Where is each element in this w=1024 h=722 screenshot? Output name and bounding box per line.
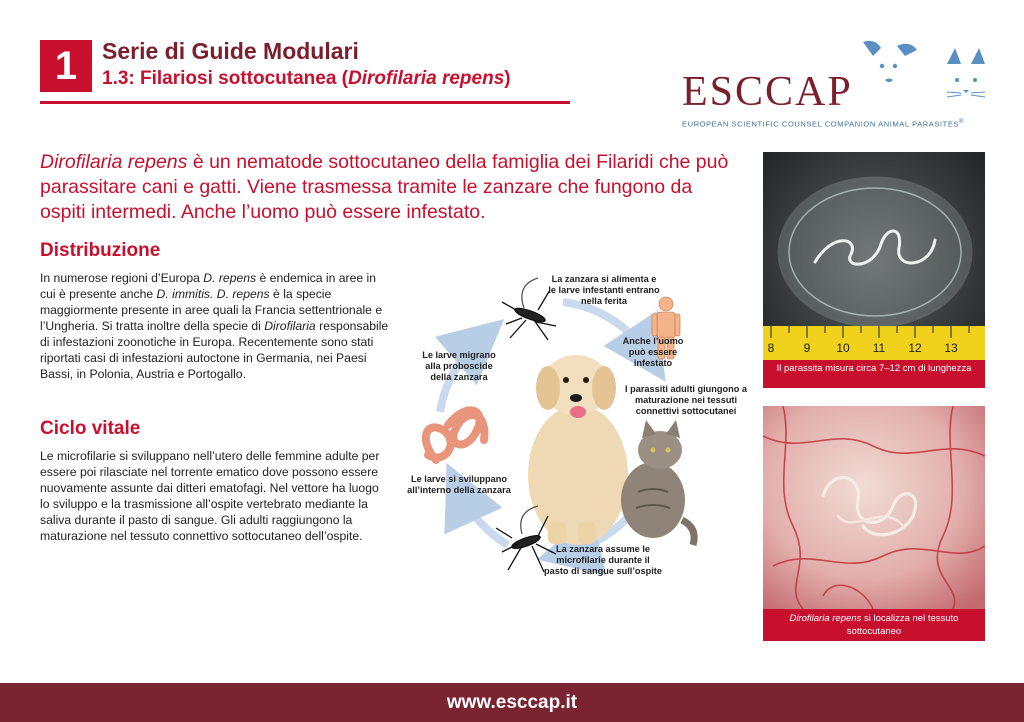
ruler-tick-11: 11: [872, 341, 886, 355]
footer-bar: [0, 683, 1024, 722]
subcutaneous-tissue-photo: [763, 406, 985, 609]
dog-cat-logo-icon: [855, 36, 990, 116]
life-cycle-diagram: [398, 260, 760, 600]
larva-worm-icon: [426, 410, 485, 460]
cycle-arrow-3: [460, 492, 508, 545]
worm-petri-dish-photo: [763, 152, 985, 388]
guide-subtitle: 1.3: Filariosi sottocutanea (Dirofilaria repens): [102, 68, 511, 89]
footer-website-link[interactable]: www.esccap.it: [446, 692, 578, 713]
ruler-tick-10: 10: [836, 341, 850, 355]
header-divider: [40, 101, 570, 104]
photo2-caption: Dirofilaria repens si localizza nel tessuto sottocutaneo: [763, 609, 985, 641]
label-human-infected: Anche l’uomo può essere infestato: [622, 336, 684, 368]
label-mosquito-takes: La zanzara assume le microfilarie durante il pasto di sangue sull’ospite: [544, 544, 662, 576]
cat-photo-illustration: [621, 420, 694, 545]
ciclo-vitale-heading: Ciclo vitale: [40, 418, 141, 439]
label-mosquito-feeds: La zanzara si alimenta e le larve infestanti entrano nella ferita: [548, 274, 660, 306]
intro-paragraph: Dirofilaria repens è un nematode sottocutaneo della famiglia dei Filaridi che può parassitare cani e gatti. Viene trasmessa tramite le zanzare che fungono da ospiti intermedi. Anche l’uomo può essere infestato.: [40, 151, 729, 223]
series-title: Serie di Guide Modulari: [102, 38, 359, 64]
ruler-tick-13: 13: [944, 341, 958, 355]
label-adults-mature: I parassiti adulti giungono a maturazione nei tessuti connettivi sottocutanei: [625, 384, 747, 416]
distribuzione-text: In numerose regioni d’Europa D. repens è endemica in aree in cui è presente anche D. immitis. D. repens è la specie maggiormente presente in aree quali la Francia settentrionale e l’Ungheria. Si tratta inoltre della specie di Dirofilaria responsabile di infestazioni zoonotiche in Europa. Recentemente sono stati riportati casi di infestazioni autoctone in Germania, nei Paesi Bassi, in Polonia, Austria e Portogallo.: [40, 271, 389, 381]
ruler-tick-12: 12: [908, 341, 922, 355]
ruler-tick-9: 9: [803, 341, 811, 355]
photo1-caption: Il parassita misura circa 7–12 cm di lunghezza: [763, 360, 985, 388]
distribuzione-heading: Distribuzione: [40, 240, 161, 261]
label-larvae-migrate: Le larve migrano alla proboscide della zanzara: [422, 350, 496, 382]
dog-photo-illustration: [528, 355, 628, 545]
module-number-badge: 1: [40, 40, 92, 92]
ruler-tick-8: 8: [767, 341, 775, 355]
label-larvae-develop: Le larve si sviluppano all’interno della zanzara: [407, 474, 511, 495]
esccap-tagline: EUROPEAN SCIENTIFIC COUNSEL COMPANION ANIMAL PARASITES®: [682, 118, 965, 129]
ciclo-vitale-text: Le microfilarie si sviluppano nell’utero delle femmine adulte per essere poi rilasciate nel torrente ematico dove possono essere nuovamente assunte dai ditteri ematofagi. Nel vettore ha luogo lo sviluppo e la trasmissione all’ospite vertebrato mediante la saliva durante il pasto di sangue. Gli adulti raggiungono la maturazione nel tessuto connettivo sottocutaneo dell’ospite.: [40, 449, 380, 543]
esccap-logo-text: ESCCAP: [682, 69, 853, 115]
